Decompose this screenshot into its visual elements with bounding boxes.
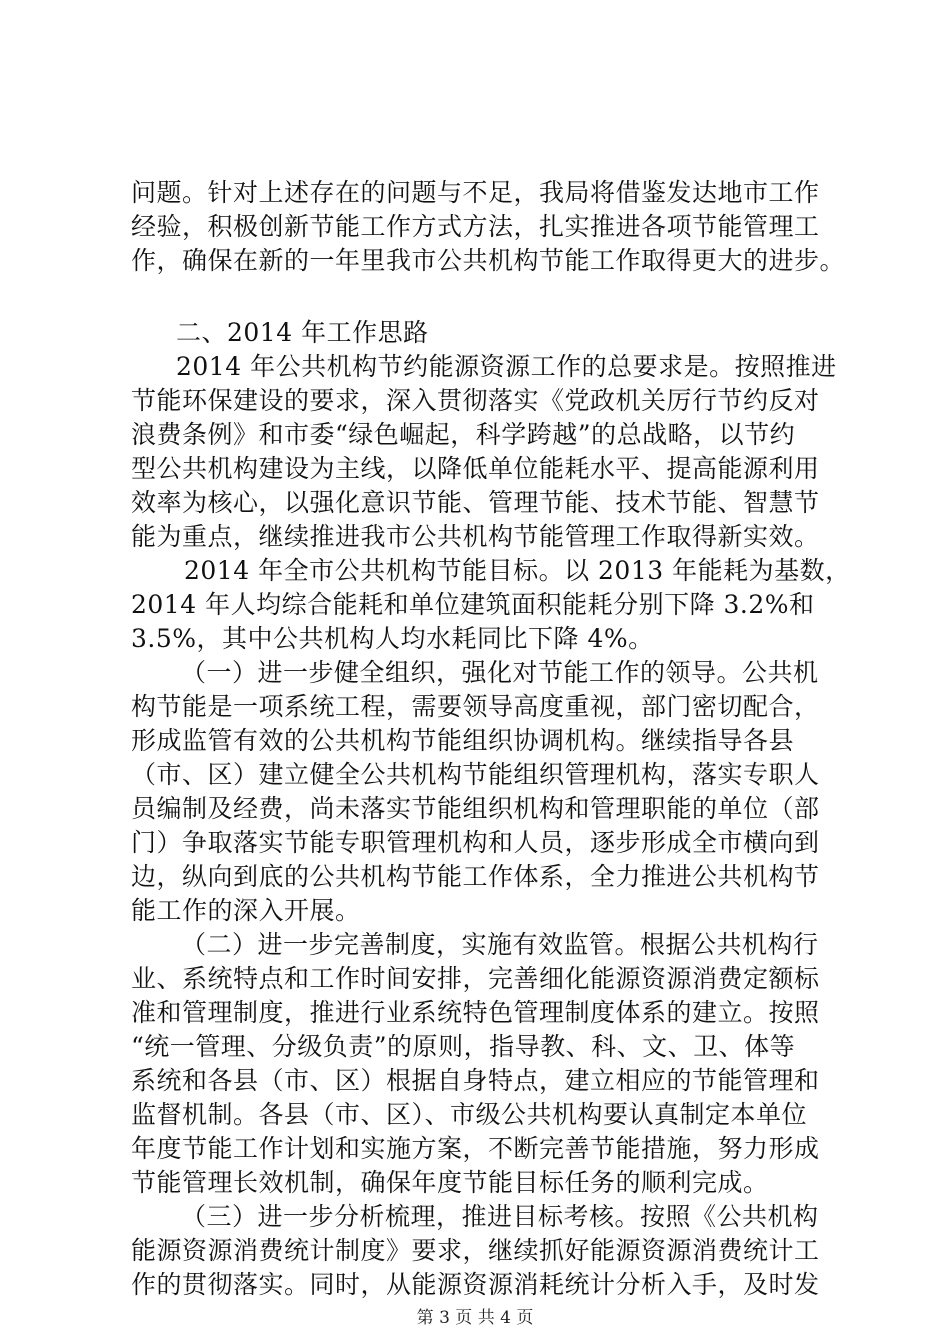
text-line: 2014 年人均综合能耗和单位建筑面积能耗分别下降 3.2%和 [131,590,815,619]
section-heading: 二、2014 年工作思路 [176,318,429,347]
text-line: 经验，积极创新节能工作方式方法，扎实推进各项节能管理工 [131,212,820,241]
text-line: 浪费条例》和市委“绿色崛起，科学跨越”的总战略，以节约 [131,420,796,449]
text-line: “统一管理、分级负责”的原则，指导教、科、文、卫、体等 [131,1032,796,1061]
text-line: 门）争取落实节能专职管理机构和人员，逐步形成全市横向到 [131,828,820,857]
text-line: 效率为核心，以强化意识节能、管理节能、技术节能、智慧节 [131,488,820,517]
text-line: 员编制及经费，尚未落实节能组织机构和管理职能的单位（部 [131,794,820,823]
text-line: 问题。针对上述存在的问题与不足，我局将借鉴发达地市工作 [131,178,820,207]
text-line: 能为重点，继续推进我市公共机构节能管理工作取得新实效。 [131,522,820,551]
text-line: 系统和各县（市、区）根据自身特点，建立相应的节能管理和 [131,1066,820,1095]
text-line: （市、区）建立健全公共机构节能组织管理机构，落实专职人 [131,760,820,789]
text-line: 准和管理制度，推进行业系统特色管理制度体系的建立。按照 [131,998,820,1027]
text-line: 形成监管有效的公共机构节能组织协调机构。继续指导各县 [131,726,795,755]
text-line: 3.5%，其中公共机构人均水耗同比下降 4%。 [131,624,654,653]
text-line: 2014 年全市公共机构节能目标。以 2013 年能耗为基数， [184,556,851,585]
text-line: 型公共机构建设为主线，以降低单位能耗水平、提高能源利用 [131,454,820,483]
text-line: 2014 年公共机构节约能源资源工作的总要求是。按照推进 [176,352,837,381]
text-line: 业、系统特点和工作时间安排，完善细化能源资源消费定额标 [131,964,820,993]
text-line: （二）进一步完善制度，实施有效监管。根据公共机构行 [181,930,819,959]
text-line: 作，确保在新的一年里我市公共机构节能工作取得更大的进步。 [131,246,846,275]
text-line: 年度节能工作计划和实施方案，不断完善节能措施，努力形成 [131,1134,820,1163]
text-line: 节能环保建设的要求，深入贯彻落实《党政机关厉行节约反对 [131,386,820,415]
text-line: （三）进一步分析梳理，推进目标考核。按照《公共机构 [181,1202,819,1231]
text-line: 监督机制。各县（市、区）、市级公共机构要认真制定本单位 [131,1100,808,1129]
text-line: 能源资源消费统计制度》要求，继续抓好能源资源消费统计工 [131,1236,820,1265]
text-line: 作的贯彻落实。同时，从能源资源消耗统计分析入手，及时发 [131,1270,820,1299]
text-line: （一）进一步健全组织，强化对节能工作的领导。公共机 [181,658,819,687]
text-line: 节能管理长效机制，确保年度节能目标任务的顺利完成。 [131,1168,769,1197]
text-line: 边，纵向到底的公共机构节能工作体系，全力推进公共机构节 [131,862,820,891]
page-number-footer: 第 3 页 共 4 页 [416,1308,534,1328]
text-line: 构节能是一项系统工程，需要领导高度重视，部门密切配合， [131,692,820,721]
text-line: 能工作的深入开展。 [131,896,361,925]
